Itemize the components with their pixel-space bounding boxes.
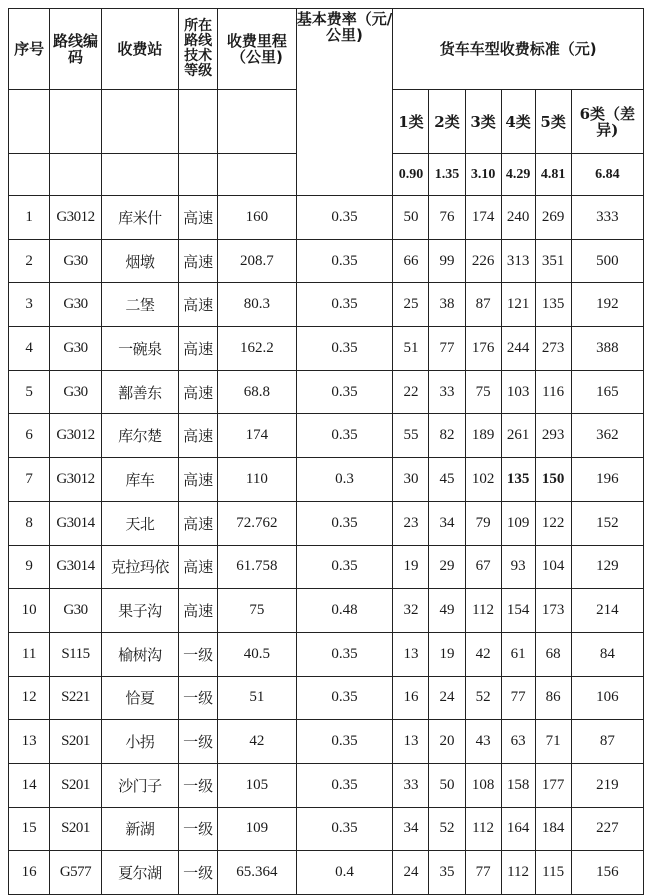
cell-route-code: G577 [50,851,102,895]
cell-base-rate: 0.48 [296,589,393,633]
cell-fee-class-3: 102 [465,458,501,502]
cell-fee-class-6: 152 [571,501,643,545]
cell-seq: 2 [9,239,50,283]
cell-station: 榆树沟 [101,632,178,676]
cell-tech-grade: 高速 [179,414,218,458]
cell-tech-grade: 一级 [179,720,218,764]
cell-tech-grade: 一级 [179,676,218,720]
cell-mileage: 109 [218,807,296,851]
cell-fee-class-1: 13 [393,632,429,676]
cell-base-rate: 0.35 [296,501,393,545]
cell-seq: 10 [9,589,50,633]
cell-station: 新湖 [101,807,178,851]
cell-tech-grade: 一级 [179,807,218,851]
class-label-3: 3类 [465,90,501,154]
cell-seq: 16 [9,851,50,895]
cell-fee-class-2: 29 [429,545,465,589]
cell-mileage: 68.8 [218,370,296,414]
cell-fee-class-2: 50 [429,763,465,807]
cell-fee-class-1: 33 [393,763,429,807]
cell-tech-grade: 高速 [179,545,218,589]
header-blank-cell [9,90,50,154]
cell-mileage: 42 [218,720,296,764]
cell-fee-class-1: 13 [393,720,429,764]
cell-station: 天北 [101,501,178,545]
cell-fee-class-1: 66 [393,239,429,283]
table-row [9,370,644,414]
cell-base-rate: 0.35 [296,676,393,720]
cell-mileage: 110 [218,458,296,502]
cell-fee-class-3: 75 [465,370,501,414]
cell-station: 沙门子 [101,763,178,807]
cell-mileage: 72.762 [218,501,296,545]
cell-seq: 12 [9,676,50,720]
cell-seq: 8 [9,501,50,545]
cell-fee-class-5: 184 [535,807,571,851]
toll-rate-table [8,8,644,895]
cell-fee-class-4: 261 [501,414,535,458]
cell-mileage: 162.2 [218,327,296,371]
cell-fee-class-5: 115 [535,851,571,895]
cell-seq: 5 [9,370,50,414]
cell-base-rate: 0.35 [296,807,393,851]
cell-fee-class-2: 38 [429,283,465,327]
cell-tech-grade: 高速 [179,283,218,327]
cell-seq: 7 [9,458,50,502]
cell-fee-class-4: 244 [501,327,535,371]
header-toll-mileage: 收费里程（公里) [218,9,296,90]
header-blank-cell [50,90,102,154]
cell-fee-class-5: 273 [535,327,571,371]
cell-seq: 4 [9,327,50,371]
cell-fee-class-1: 16 [393,676,429,720]
cell-base-rate: 0.35 [296,414,393,458]
cell-base-rate: 0.35 [296,283,393,327]
cell-fee-class-1: 34 [393,807,429,851]
cell-seq: 14 [9,763,50,807]
cell-tech-grade: 高速 [179,501,218,545]
cell-fee-class-4: 103 [501,370,535,414]
cell-fee-class-3: 79 [465,501,501,545]
cell-fee-class-5: 135 [535,283,571,327]
header-route-code: 路线编码 [50,9,102,90]
cell-fee-class-3: 87 [465,283,501,327]
cell-route-code: G3012 [50,196,102,240]
cell-fee-class-1: 30 [393,458,429,502]
class-label-2: 2类 [429,90,465,154]
cell-fee-class-4: 112 [501,851,535,895]
cell-fee-class-1: 55 [393,414,429,458]
cell-fee-class-3: 176 [465,327,501,371]
cell-seq: 9 [9,545,50,589]
cell-fee-class-2: 45 [429,458,465,502]
class-rate-4: 4.29 [501,154,535,196]
cell-fee-class-2: 49 [429,589,465,633]
table-row [9,458,644,502]
cell-fee-class-6: 129 [571,545,643,589]
header-blank-cell [101,90,178,154]
cell-fee-class-2: 34 [429,501,465,545]
cell-route-code: G3012 [50,458,102,502]
table-row [9,676,644,720]
cell-mileage: 61.758 [218,545,296,589]
cell-fee-class-5: 269 [535,196,571,240]
cell-route-code: S115 [50,632,102,676]
cell-tech-grade: 高速 [179,370,218,414]
cell-fee-class-6: 106 [571,676,643,720]
class-label-5: 5类 [535,90,571,154]
header-blank-cell [9,154,50,196]
table-row [9,589,644,633]
cell-seq: 15 [9,807,50,851]
cell-route-code: G30 [50,327,102,371]
cell-mileage: 80.3 [218,283,296,327]
cell-base-rate: 0.35 [296,370,393,414]
class-label-6: 6类（差异) [571,90,643,154]
class-rate-1: 0.90 [393,154,429,196]
cell-station: 库米什 [101,196,178,240]
cell-mileage: 208.7 [218,239,296,283]
cell-mileage: 65.364 [218,851,296,895]
cell-fee-class-6: 156 [571,851,643,895]
cell-fee-class-5: 68 [535,632,571,676]
cell-fee-class-5: 116 [535,370,571,414]
cell-tech-grade: 高速 [179,458,218,502]
cell-station: 库车 [101,458,178,502]
class-rate-6: 6.84 [571,154,643,196]
cell-fee-class-6: 165 [571,370,643,414]
table-body [9,196,644,895]
cell-station: 恰夏 [101,676,178,720]
cell-fee-class-3: 226 [465,239,501,283]
cell-fee-class-6: 362 [571,414,643,458]
cell-fee-class-6: 84 [571,632,643,676]
cell-seq: 6 [9,414,50,458]
cell-fee-class-2: 77 [429,327,465,371]
cell-fee-class-1: 22 [393,370,429,414]
cell-route-code: S201 [50,807,102,851]
class-rate-5: 4.81 [535,154,571,196]
cell-station: 克拉玛依 [101,545,178,589]
cell-tech-grade: 高速 [179,327,218,371]
cell-route-code: G3014 [50,501,102,545]
cell-mileage: 75 [218,589,296,633]
cell-fee-class-5: 122 [535,501,571,545]
cell-fee-class-6: 196 [571,458,643,502]
cell-fee-class-6: 500 [571,239,643,283]
cell-fee-class-2: 76 [429,196,465,240]
cell-route-code: S221 [50,676,102,720]
cell-fee-class-2: 24 [429,676,465,720]
cell-fee-class-4: 240 [501,196,535,240]
cell-fee-class-5: 351 [535,239,571,283]
cell-fee-class-1: 23 [393,501,429,545]
header-seq: 序号 [9,9,50,90]
cell-route-code: G3014 [50,545,102,589]
cell-fee-class-2: 82 [429,414,465,458]
header-blank-cell [218,90,296,154]
table-row [9,720,644,764]
cell-fee-class-4: 135 [501,458,535,502]
cell-fee-class-5: 177 [535,763,571,807]
cell-route-code: S201 [50,720,102,764]
cell-fee-class-5: 293 [535,414,571,458]
cell-tech-grade: 一级 [179,851,218,895]
class-rate-3: 3.10 [465,154,501,196]
cell-fee-class-4: 77 [501,676,535,720]
header-blank-cell [50,154,102,196]
cell-fee-class-3: 189 [465,414,501,458]
cell-base-rate: 0.35 [296,763,393,807]
cell-fee-class-3: 174 [465,196,501,240]
table-row [9,851,644,895]
cell-fee-class-4: 164 [501,807,535,851]
cell-tech-grade: 高速 [179,196,218,240]
table-row [9,763,644,807]
cell-station: 烟墩 [101,239,178,283]
cell-fee-class-1: 19 [393,545,429,589]
cell-fee-class-4: 63 [501,720,535,764]
table-row [9,807,644,851]
table-row [9,632,644,676]
table-row [9,501,644,545]
cell-fee-class-3: 112 [465,589,501,633]
cell-fee-class-6: 333 [571,196,643,240]
cell-fee-class-6: 214 [571,589,643,633]
cell-fee-class-6: 227 [571,807,643,851]
cell-fee-class-2: 20 [429,720,465,764]
cell-fee-class-2: 19 [429,632,465,676]
header-blank-cell [101,154,178,196]
table-row [9,327,644,371]
cell-fee-class-5: 150 [535,458,571,502]
header-station: 收费站 [101,9,178,90]
cell-station: 夏尔湖 [101,851,178,895]
cell-station: 一碗泉 [101,327,178,371]
class-label-4: 4类 [501,90,535,154]
cell-mileage: 51 [218,676,296,720]
cell-fee-class-3: 77 [465,851,501,895]
cell-mileage: 160 [218,196,296,240]
header-blank-cell [218,154,296,196]
cell-mileage: 40.5 [218,632,296,676]
cell-seq: 11 [9,632,50,676]
cell-fee-class-6: 388 [571,327,643,371]
cell-station: 二堡 [101,283,178,327]
cell-tech-grade: 一级 [179,632,218,676]
cell-tech-grade: 高速 [179,239,218,283]
cell-base-rate: 0.35 [296,720,393,764]
cell-station: 果子沟 [101,589,178,633]
class-label-1: 1类 [393,90,429,154]
cell-fee-class-4: 121 [501,283,535,327]
header-blank-cell [179,154,218,196]
cell-fee-class-2: 52 [429,807,465,851]
cell-fee-class-5: 173 [535,589,571,633]
cell-base-rate: 0.35 [296,196,393,240]
class-rate-2: 1.35 [429,154,465,196]
header-tech-grade: 所在路线技术等级 [179,9,218,90]
header-base-rate: 基本费率（元/公里) [296,9,393,196]
cell-base-rate: 0.35 [296,632,393,676]
cell-base-rate: 0.4 [296,851,393,895]
cell-seq: 3 [9,283,50,327]
table-row [9,283,644,327]
cell-fee-class-1: 50 [393,196,429,240]
cell-fee-class-3: 43 [465,720,501,764]
cell-seq: 13 [9,720,50,764]
cell-tech-grade: 一级 [179,763,218,807]
cell-fee-class-5: 71 [535,720,571,764]
cell-fee-class-2: 99 [429,239,465,283]
cell-fee-class-1: 24 [393,851,429,895]
cell-fee-class-3: 112 [465,807,501,851]
table-row [9,196,644,240]
cell-route-code: G3012 [50,414,102,458]
cell-route-code: G30 [50,283,102,327]
cell-base-rate: 0.35 [296,327,393,371]
cell-fee-class-3: 42 [465,632,501,676]
header-row-1 [9,9,644,90]
cell-fee-class-5: 104 [535,545,571,589]
table-row [9,545,644,589]
cell-fee-class-4: 313 [501,239,535,283]
table-row [9,239,644,283]
cell-fee-class-4: 93 [501,545,535,589]
cell-route-code: G30 [50,589,102,633]
cell-fee-class-6: 219 [571,763,643,807]
cell-fee-class-4: 158 [501,763,535,807]
cell-mileage: 174 [218,414,296,458]
cell-fee-class-2: 33 [429,370,465,414]
header-truck-standard: 货车车型收费标准（元) [393,9,644,90]
cell-station: 小拐 [101,720,178,764]
cell-fee-class-6: 87 [571,720,643,764]
cell-fee-class-2: 35 [429,851,465,895]
cell-fee-class-3: 52 [465,676,501,720]
header-blank-cell [179,90,218,154]
table-row [9,414,644,458]
cell-route-code: G30 [50,370,102,414]
cell-route-code: G30 [50,239,102,283]
cell-fee-class-1: 32 [393,589,429,633]
cell-fee-class-4: 61 [501,632,535,676]
cell-station: 鄯善东 [101,370,178,414]
cell-fee-class-1: 51 [393,327,429,371]
cell-base-rate: 0.35 [296,239,393,283]
cell-fee-class-3: 108 [465,763,501,807]
cell-mileage: 105 [218,763,296,807]
cell-seq: 1 [9,196,50,240]
cell-fee-class-4: 109 [501,501,535,545]
cell-base-rate: 0.35 [296,545,393,589]
cell-fee-class-5: 86 [535,676,571,720]
cell-route-code: S201 [50,763,102,807]
cell-fee-class-3: 67 [465,545,501,589]
cell-fee-class-1: 25 [393,283,429,327]
cell-station: 库尔楚 [101,414,178,458]
cell-fee-class-4: 154 [501,589,535,633]
cell-tech-grade: 高速 [179,589,218,633]
cell-base-rate: 0.3 [296,458,393,502]
cell-fee-class-6: 192 [571,283,643,327]
